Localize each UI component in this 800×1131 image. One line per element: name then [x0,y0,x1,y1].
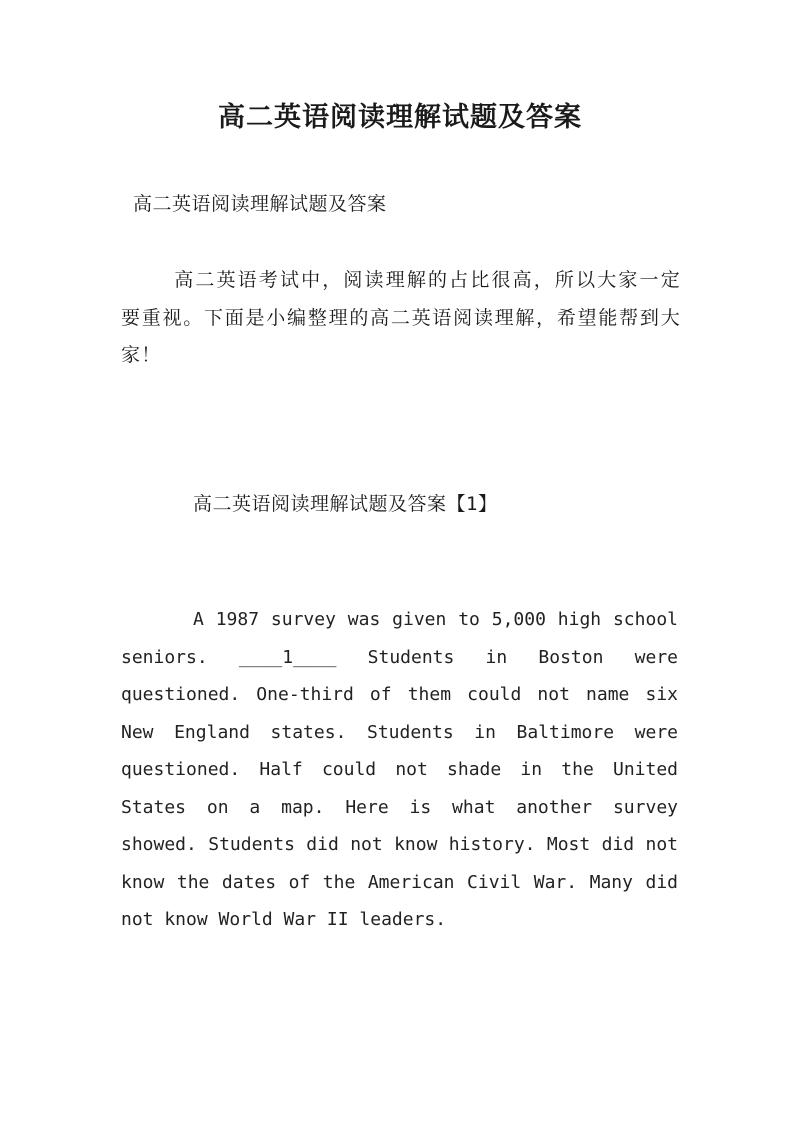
passage-blank-1: ____1____ [238,646,337,668]
document-title: 高二英语阅读理解试题及答案 [218,102,582,133]
reading-passage [121,601,678,939]
passage-text-end: Students in Boston were questioned. One-third of them could not name six New England states. Students in Baltimore were questioned. Half could not shade in the United States on a map. Here is what another survey showed. Students did not know history. Most did not know the dates of the American Civil War. Many did not know World War II leaders. [121,646,678,930]
section-heading: 高二英语阅读理解试题及答案【1】 [193,493,498,515]
intro-paragraph: 高二英语考试中，阅读理解的占比很高，所以大家一定要重视。下面是小编整理的高二英语阅读理解，希望能帮到大家！ [121,269,681,366]
document-subtitle: 高二英语阅读理解试题及答案 [133,193,387,215]
passage-text-start: A 1987 survey was given to 5,000 high school seniors. [121,609,678,668]
